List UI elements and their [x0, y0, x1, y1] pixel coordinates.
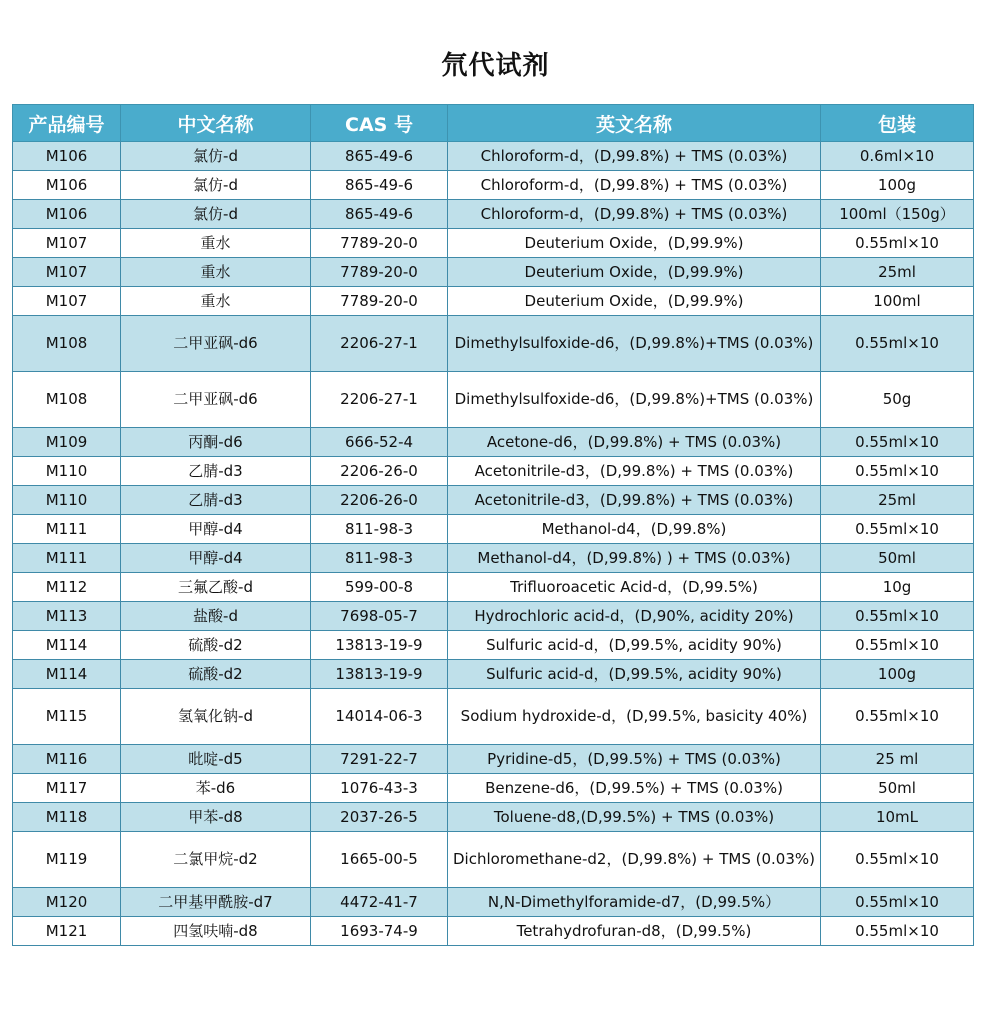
- cas-number-cell: 4472-41-7: [311, 888, 448, 917]
- cas-number-cell: 7789-20-0: [311, 229, 448, 258]
- package-cell: 50g: [821, 372, 974, 428]
- english-name-cell: Dimethylsulfoxide-d6，(D,99.8%)+TMS (0.03%): [448, 316, 821, 372]
- chinese-name-cell: 重水: [121, 287, 311, 316]
- package-cell: 25ml: [821, 486, 974, 515]
- package-cell: 0.55ml×10: [821, 515, 974, 544]
- table-row: [13, 660, 974, 689]
- table-row: [13, 457, 974, 486]
- header-chinese-name: 中文名称: [121, 105, 311, 142]
- english-name-cell: Dichloromethane-d2，(D,99.8%) + TMS (0.03%): [448, 832, 821, 888]
- chinese-name-cell: 吡啶-d5: [121, 745, 311, 774]
- cas-number-cell: 7291-22-7: [311, 745, 448, 774]
- cas-number-cell: 2206-26-0: [311, 457, 448, 486]
- package-cell: 0.55ml×10: [821, 917, 974, 946]
- table-row: [13, 602, 974, 631]
- product-code-cell: M118: [13, 803, 121, 832]
- table-row: [13, 486, 974, 515]
- header-product-code: 产品编号: [13, 105, 121, 142]
- product-code-cell: M107: [13, 287, 121, 316]
- page-title: 氘代试剂: [441, 51, 550, 81]
- cas-number-cell: 1076-43-3: [311, 774, 448, 803]
- english-name-cell: Deuterium Oxide，(D,99.9%): [448, 258, 821, 287]
- cas-number-cell: 14014-06-3: [311, 689, 448, 745]
- english-name-cell: Acetonitrile-d3，(D,99.8%) + TMS (0.03%): [448, 457, 821, 486]
- product-code-cell: M116: [13, 745, 121, 774]
- product-code-cell: M109: [13, 428, 121, 457]
- english-name-cell: Chloroform-d，(D,99.8%) + TMS (0.03%): [448, 200, 821, 229]
- chinese-name-cell: 二甲亚砜-d6: [121, 316, 311, 372]
- table-row: [13, 544, 974, 573]
- english-name-cell: Sulfuric acid-d，(D,99.5%, acidity 90%): [448, 660, 821, 689]
- cas-number-cell: 865-49-6: [311, 171, 448, 200]
- product-code-cell: M113: [13, 602, 121, 631]
- english-name-cell: Chloroform-d，(D,99.8%) + TMS (0.03%): [448, 142, 821, 171]
- cas-number-cell: 811-98-3: [311, 515, 448, 544]
- chinese-name-cell: 甲醇-d4: [121, 544, 311, 573]
- english-name-cell: Trifluoroacetic Acid-d，(D,99.5%): [448, 573, 821, 602]
- table-row: [13, 372, 974, 428]
- english-name-cell: Methanol-d4，(D,99.8%): [448, 515, 821, 544]
- chinese-name-cell: 盐酸-d: [121, 602, 311, 631]
- table-row: [13, 803, 974, 832]
- package-cell: 0.55ml×10: [821, 457, 974, 486]
- english-name-cell: Hydrochloric acid-d，(D,90%, acidity 20%): [448, 602, 821, 631]
- product-code-cell: M106: [13, 171, 121, 200]
- table-row: [13, 689, 974, 745]
- chinese-name-cell: 二甲基甲酰胺-d7: [121, 888, 311, 917]
- chinese-name-cell: 乙腈-d3: [121, 486, 311, 515]
- product-code-cell: M120: [13, 888, 121, 917]
- chinese-name-cell: 重水: [121, 258, 311, 287]
- cas-number-cell: 2206-27-1: [311, 316, 448, 372]
- table-row: [13, 515, 974, 544]
- chinese-name-cell: 氢氧化钠-d: [121, 689, 311, 745]
- cas-number-cell: 7698-05-7: [311, 602, 448, 631]
- cas-number-cell: 1693-74-9: [311, 917, 448, 946]
- header-package: 包装: [821, 105, 974, 142]
- cas-number-cell: 7789-20-0: [311, 287, 448, 316]
- package-cell: 0.55ml×10: [821, 316, 974, 372]
- product-code-cell: M110: [13, 457, 121, 486]
- table-row: [13, 428, 974, 457]
- chinese-name-cell: 二氯甲烷-d2: [121, 832, 311, 888]
- table-row: [13, 917, 974, 946]
- cas-number-cell: 2037-26-5: [311, 803, 448, 832]
- chinese-name-cell: 硫酸-d2: [121, 660, 311, 689]
- product-code-cell: M114: [13, 631, 121, 660]
- package-cell: 0.55ml×10: [821, 832, 974, 888]
- chinese-name-cell: 氯仿-d: [121, 142, 311, 171]
- table-row: [13, 316, 974, 372]
- product-code-cell: M111: [13, 544, 121, 573]
- package-cell: 100ml: [821, 287, 974, 316]
- package-cell: 0.55ml×10: [821, 428, 974, 457]
- cas-number-cell: 13813-19-9: [311, 660, 448, 689]
- cas-number-cell: 2206-26-0: [311, 486, 448, 515]
- package-cell: 25 ml: [821, 745, 974, 774]
- package-cell: 0.55ml×10: [821, 229, 974, 258]
- product-code-cell: M106: [13, 142, 121, 171]
- cas-number-cell: 865-49-6: [311, 142, 448, 171]
- product-code-cell: M111: [13, 515, 121, 544]
- chinese-name-cell: 硫酸-d2: [121, 631, 311, 660]
- table-row: [13, 258, 974, 287]
- table-body: [13, 142, 974, 946]
- table-row: [13, 171, 974, 200]
- chinese-name-cell: 二甲亚砜-d6: [121, 372, 311, 428]
- chinese-name-cell: 苯-d6: [121, 774, 311, 803]
- english-name-cell: Chloroform-d，(D,99.8%) + TMS (0.03%): [448, 171, 821, 200]
- english-name-cell: Acetone-d6，(D,99.8%) + TMS (0.03%): [448, 428, 821, 457]
- package-cell: 0.55ml×10: [821, 602, 974, 631]
- english-name-cell: Dimethylsulfoxide-d6，(D,99.8%)+TMS (0.03%): [448, 372, 821, 428]
- product-code-cell: M107: [13, 229, 121, 258]
- product-code-cell: M121: [13, 917, 121, 946]
- table-row: [13, 200, 974, 229]
- product-code-cell: M108: [13, 316, 121, 372]
- english-name-cell: Pyridine-d5，(D,99.5%) + TMS (0.03%): [448, 745, 821, 774]
- english-name-cell: Tetrahydrofuran-d8，(D,99.5%): [448, 917, 821, 946]
- english-name-cell: Methanol-d4，(D,99.8%) ) + TMS (0.03%): [448, 544, 821, 573]
- chinese-name-cell: 甲苯-d8: [121, 803, 311, 832]
- chinese-name-cell: 三氟乙酸-d: [121, 573, 311, 602]
- table-row: [13, 888, 974, 917]
- english-name-cell: N,N-Dimethylforamide-d7，(D,99.5%）: [448, 888, 821, 917]
- product-code-cell: M107: [13, 258, 121, 287]
- package-cell: 100g: [821, 660, 974, 689]
- package-cell: 0.55ml×10: [821, 888, 974, 917]
- english-name-cell: Benzene-d6，(D,99.5%) + TMS (0.03%): [448, 774, 821, 803]
- package-cell: 50ml: [821, 544, 974, 573]
- cas-number-cell: 865-49-6: [311, 200, 448, 229]
- product-code-cell: M114: [13, 660, 121, 689]
- table-header-row: [13, 105, 974, 142]
- cas-number-cell: 599-00-8: [311, 573, 448, 602]
- table-row: [13, 142, 974, 171]
- package-cell: 25ml: [821, 258, 974, 287]
- product-code-cell: M115: [13, 689, 121, 745]
- chinese-name-cell: 氯仿-d: [121, 171, 311, 200]
- table-row: [13, 631, 974, 660]
- cas-number-cell: 7789-20-0: [311, 258, 448, 287]
- package-cell: 100g: [821, 171, 974, 200]
- cas-number-cell: 1665-00-5: [311, 832, 448, 888]
- english-name-cell: Sulfuric acid-d，(D,99.5%, acidity 90%): [448, 631, 821, 660]
- table-row: [13, 287, 974, 316]
- chinese-name-cell: 乙腈-d3: [121, 457, 311, 486]
- product-code-cell: M110: [13, 486, 121, 515]
- chinese-name-cell: 丙酮-d6: [121, 428, 311, 457]
- header-cas-number: CAS 号: [311, 105, 448, 142]
- english-name-cell: Deuterium Oxide，(D,99.9%): [448, 287, 821, 316]
- package-cell: 0.55ml×10: [821, 631, 974, 660]
- product-code-cell: M117: [13, 774, 121, 803]
- product-code-cell: M119: [13, 832, 121, 888]
- package-cell: 10g: [821, 573, 974, 602]
- table-row: [13, 229, 974, 258]
- english-name-cell: Acetonitrile-d3，(D,99.8%) + TMS (0.03%): [448, 486, 821, 515]
- product-code-cell: M108: [13, 372, 121, 428]
- reagent-table: [12, 104, 974, 946]
- cas-number-cell: 2206-27-1: [311, 372, 448, 428]
- english-name-cell: Sodium hydroxide-d，(D,99.5%, basicity 40%): [448, 689, 821, 745]
- table-row: [13, 774, 974, 803]
- english-name-cell: Toluene-d8,(D,99.5%) + TMS (0.03%): [448, 803, 821, 832]
- english-name-cell: Deuterium Oxide，(D,99.9%): [448, 229, 821, 258]
- cas-number-cell: 666-52-4: [311, 428, 448, 457]
- table-row: [13, 832, 974, 888]
- product-code-cell: M112: [13, 573, 121, 602]
- package-cell: 0.6ml×10: [821, 142, 974, 171]
- chinese-name-cell: 重水: [121, 229, 311, 258]
- chinese-name-cell: 氯仿-d: [121, 200, 311, 229]
- package-cell: 10mL: [821, 803, 974, 832]
- package-cell: 100ml（150g）: [821, 200, 974, 229]
- package-cell: 0.55ml×10: [821, 689, 974, 745]
- cas-number-cell: 811-98-3: [311, 544, 448, 573]
- chinese-name-cell: 甲醇-d4: [121, 515, 311, 544]
- product-code-cell: M106: [13, 200, 121, 229]
- table-row: [13, 745, 974, 774]
- table-row: [13, 573, 974, 602]
- chinese-name-cell: 四氢呋喃-d8: [121, 917, 311, 946]
- package-cell: 50ml: [821, 774, 974, 803]
- header-english-name: 英文名称: [448, 105, 821, 142]
- cas-number-cell: 13813-19-9: [311, 631, 448, 660]
